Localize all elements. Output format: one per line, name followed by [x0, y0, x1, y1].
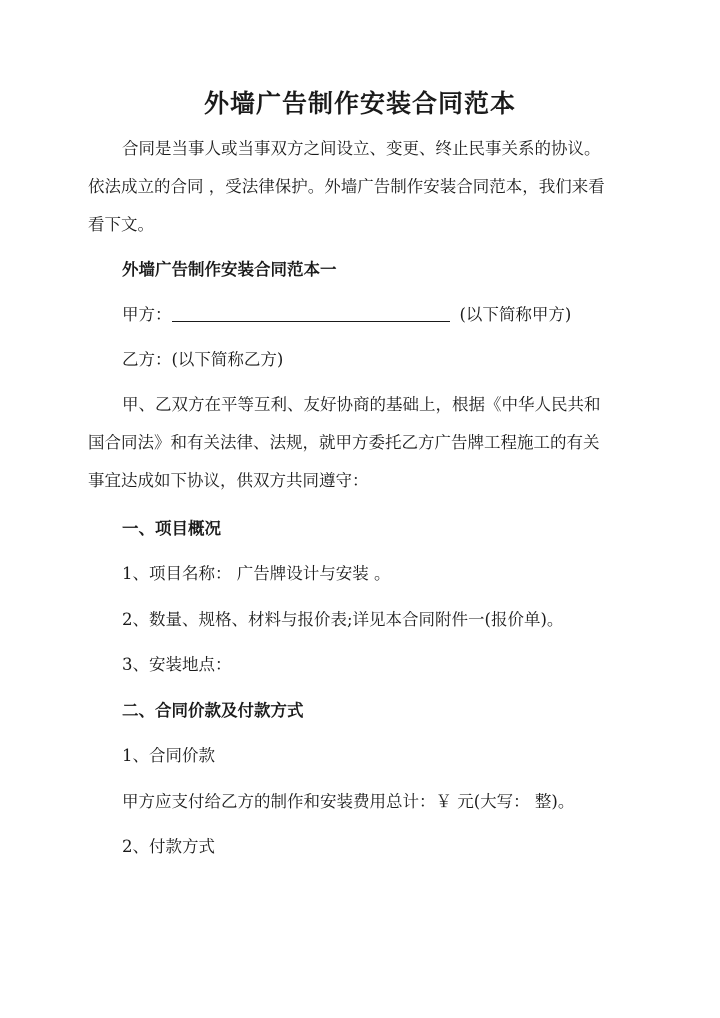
preamble-line-1: 甲、乙双方在平等互利、友好协商的基础上，根据《中华人民共和 [122, 395, 601, 414]
item-project-name: 1、项目名称： 广告牌设计与安装 。 [122, 564, 391, 583]
party-a-line [122, 304, 571, 326]
item-quantity-spec: 2、数量、规格、材料与报价表;详见本合同附件一(报价单)。 [122, 610, 564, 629]
item-install-location: 3、安装地点： [122, 655, 232, 674]
item-contract-price: 1、合同价款 [122, 746, 215, 765]
section-title: 外墙广告制作安装合同范本一 [122, 260, 337, 279]
intro-line-2: 依法成立的合同 ，受法律保护。外墙广告制作安装合同范本，我们来看 [88, 177, 605, 196]
preamble-line-3: 事宜达成如下协议，供双方共同遵守： [88, 471, 369, 490]
heading-price-payment: 二、合同价款及付款方式 [122, 701, 304, 720]
party-a-suffix: (以下简称甲方) [459, 305, 572, 324]
party-a-blank [172, 305, 450, 322]
intro-line-3: 看下文。 [88, 215, 154, 234]
item-payment-method: 2、付款方式 [122, 837, 215, 856]
payment-total-line: 甲方应支付给乙方的制作和安装费用总计：￥ 元(大写： 整)。 [122, 792, 575, 811]
preamble-line-2: 国合同法》和有关法律、法规，就甲方委托乙方广告牌工程施工的有关 [88, 433, 600, 452]
party-a-label: 甲方： [122, 305, 172, 324]
intro-line-1: 合同是当事人或当事双方之间设立、变更、终止民事关系的协议。 [122, 139, 601, 158]
party-b-line: 乙方：(以下简称乙方) [122, 350, 284, 369]
document-title: 外墙广告制作安装合同范本 [203, 89, 516, 118]
heading-project-overview: 一、项目概况 [122, 519, 221, 538]
